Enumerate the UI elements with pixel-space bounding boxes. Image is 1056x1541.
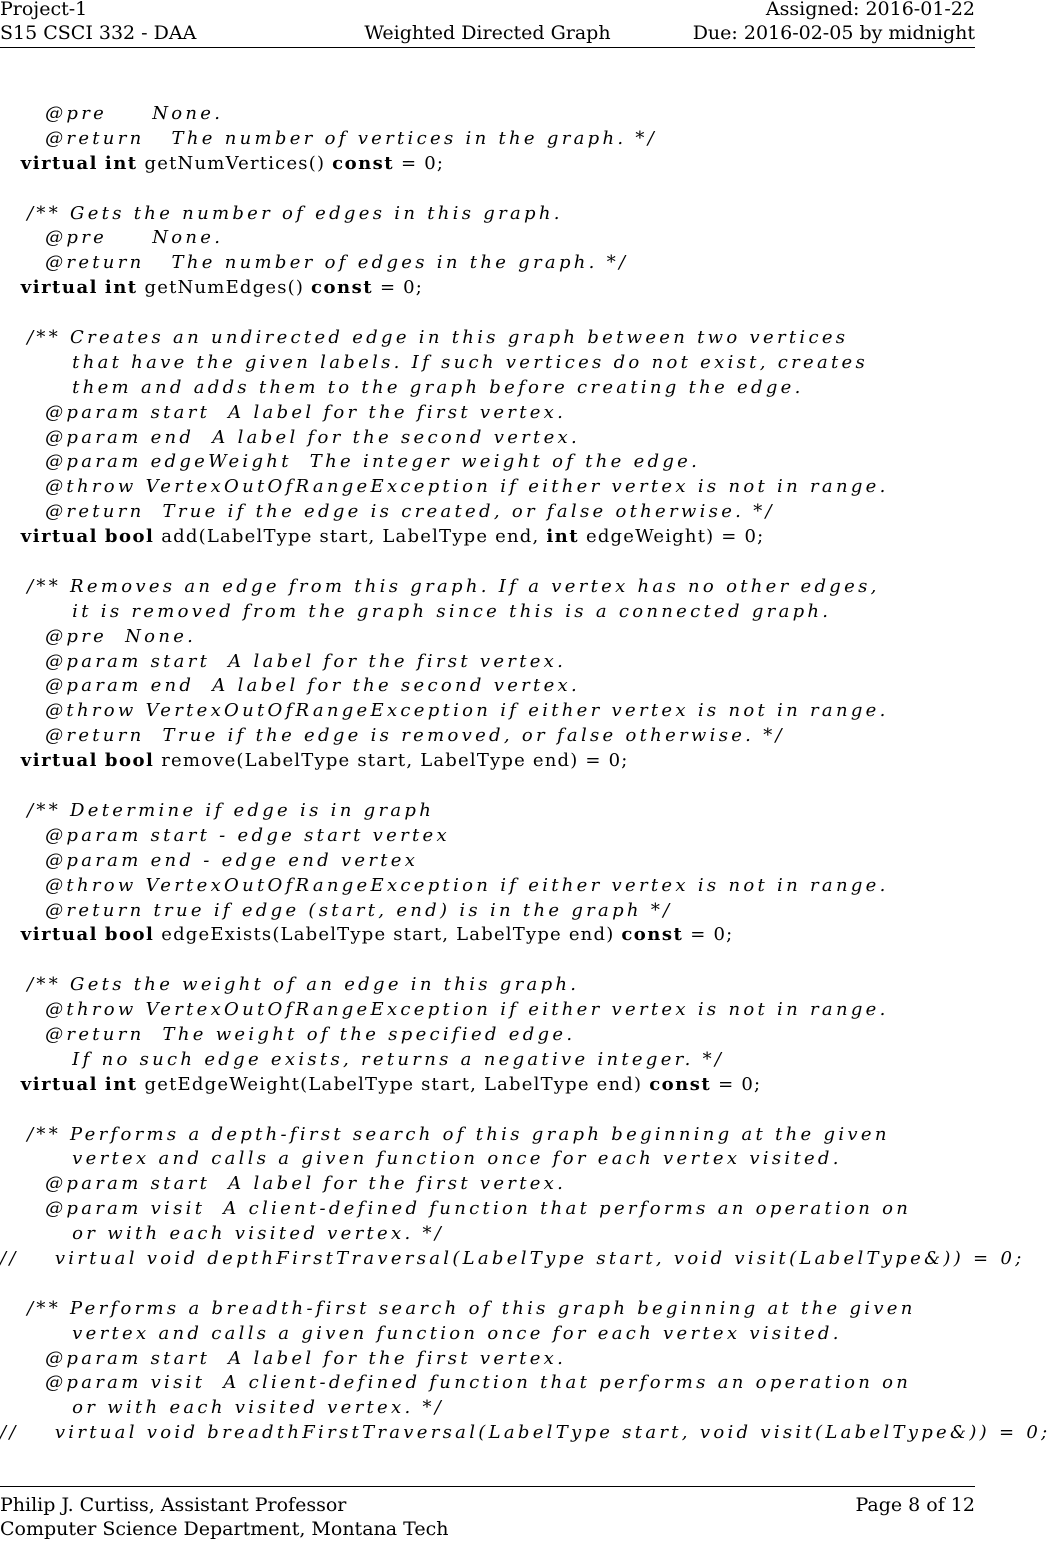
code-comment: @param start A label for the first vertex. xyxy=(0,401,567,423)
author-name: Philip J. Curtiss, Assistant Professor xyxy=(0,1494,347,1516)
code-text xyxy=(0,526,21,547)
code-line xyxy=(0,1197,1056,1222)
code-keyword: int xyxy=(546,526,580,548)
code-comment: // virtual void breadthFirstTraversal(LabelType start, void visit(LabelType&)) = 0; xyxy=(0,1422,1051,1444)
code-comment: /** Gets the number of edges in this graph. xyxy=(0,202,563,224)
document-title: Weighted Directed Graph xyxy=(364,22,611,44)
code-line xyxy=(0,575,1056,600)
code-comment: vertex and calls a given function once for each vertex visited. xyxy=(0,1148,842,1170)
code-text xyxy=(98,277,105,298)
code-comment: @throw VertexOutOfRangeException if either vertex is not in range. xyxy=(0,476,889,498)
code-line xyxy=(0,625,1056,650)
code-comment: @param visit A client-defined function that performs an operation on xyxy=(0,1372,912,1394)
code-line xyxy=(0,251,1056,276)
course-label: S15 CSCI 332 - DAA xyxy=(0,22,197,44)
header-rule xyxy=(0,47,975,48)
code-text xyxy=(98,526,105,547)
code-text xyxy=(98,924,105,945)
code-line xyxy=(0,202,1056,227)
code-line xyxy=(0,973,1056,998)
code-comment: /** Creates an undirected edge in this graph between two vertices xyxy=(0,327,849,349)
code-text xyxy=(0,924,21,945)
code-keyword: bool xyxy=(104,750,155,772)
code-comment: it is removed from the graph since this is a connected graph. xyxy=(0,600,832,622)
code-text xyxy=(0,750,21,771)
code-comment: @param end A label for the second vertex. xyxy=(0,675,581,697)
code-line xyxy=(0,998,1056,1023)
code-keyword: virtual xyxy=(20,526,98,548)
code-comment: @pre None. xyxy=(0,625,197,647)
code-comment: @return The number of edges in the graph. */ xyxy=(0,252,629,274)
code-comment: @pre None. xyxy=(0,227,224,249)
code-text xyxy=(98,153,105,174)
code-line xyxy=(0,1023,1056,1048)
code-keyword: const xyxy=(649,1073,712,1095)
code-line xyxy=(0,1371,1056,1396)
code-line xyxy=(0,500,1056,525)
code-comment: /** Gets the weight of an edge in this graph. xyxy=(0,974,580,996)
code-comment: // virtual void depthFirstTraversal(LabelType start, void visit(LabelType&)) = 0; xyxy=(0,1247,1025,1269)
code-text: getEdgeWeight(LabelType start, LabelType end) xyxy=(137,1073,650,1095)
code-line xyxy=(0,899,1056,924)
code-listing xyxy=(0,102,1056,1446)
code-line xyxy=(0,1421,1056,1446)
code-text xyxy=(98,750,105,771)
code-line xyxy=(0,1347,1056,1372)
code-line xyxy=(0,450,1056,475)
code-line xyxy=(0,749,1056,774)
code-text xyxy=(0,277,21,298)
code-text: edgeWeight) = 0; xyxy=(579,526,765,548)
code-line xyxy=(0,376,1056,401)
code-line xyxy=(0,226,1056,251)
code-comment: /** Performs a breadth-first search of this graph beginning at the given xyxy=(0,1297,916,1319)
code-line xyxy=(0,600,1056,625)
code-text: getNumVertices() xyxy=(137,152,333,174)
code-line xyxy=(0,475,1056,500)
code-comment: @param visit A client-defined function that performs an operation on xyxy=(0,1198,912,1220)
code-line xyxy=(0,1172,1056,1197)
code-line xyxy=(0,1048,1056,1073)
footer-rule xyxy=(0,1486,975,1487)
code-keyword: virtual xyxy=(20,750,98,772)
code-line xyxy=(0,1396,1056,1421)
code-line xyxy=(0,699,1056,724)
code-comment: @return True if the edge is created, or false otherwise. */ xyxy=(0,501,775,523)
code-keyword: const xyxy=(621,924,684,946)
code-text: edgeExists(LabelType start, LabelType end) xyxy=(154,924,622,946)
project-label: Project-1 xyxy=(0,0,88,20)
code-comment: @pre None. xyxy=(0,103,224,124)
code-comment: @return The number of vertices in the graph. */ xyxy=(0,127,658,149)
code-line xyxy=(0,1073,1056,1098)
code-comment: vertex and calls a given function once for each vertex visited. xyxy=(0,1322,842,1344)
code-text: = 0; xyxy=(373,277,424,299)
code-line xyxy=(0,177,1056,202)
code-line xyxy=(0,1297,1056,1322)
code-comment: @param start A label for the first vertex. xyxy=(0,1347,567,1369)
code-line xyxy=(0,276,1056,301)
code-line xyxy=(0,1123,1056,1148)
code-comment: /** Determine if edge is in graph xyxy=(0,799,435,821)
code-comment: @throw VertexOutOfRangeException if either vertex is not in range. xyxy=(0,700,889,722)
code-line xyxy=(0,326,1056,351)
code-line xyxy=(0,923,1056,948)
code-comment: or with each visited vertex. */ xyxy=(0,1223,445,1245)
code-text: remove(LabelType start, LabelType end) = 0; xyxy=(154,750,629,772)
code-comment: @param end - edge end vertex xyxy=(0,849,419,871)
code-keyword: int xyxy=(104,152,138,174)
code-comment: /** Performs a depth-first search of this graph beginning at the given xyxy=(0,1123,890,1145)
code-line xyxy=(0,674,1056,699)
code-line xyxy=(0,1222,1056,1247)
code-keyword: bool xyxy=(104,924,155,946)
code-line xyxy=(0,1322,1056,1347)
code-comment: If no such edge exists, returns a negative integer. */ xyxy=(0,1048,725,1070)
code-keyword: virtual xyxy=(20,924,98,946)
code-keyword: int xyxy=(104,277,138,299)
code-comment: /** Removes an edge from this graph. If a vertex has no other edges, xyxy=(0,575,880,597)
code-line xyxy=(0,152,1056,177)
code-text xyxy=(0,153,21,174)
code-line xyxy=(0,849,1056,874)
code-comment: or with each visited vertex. */ xyxy=(0,1397,445,1419)
code-line xyxy=(0,1247,1056,1272)
code-comment: that have the given labels. If such vertices do not exist, creates xyxy=(0,351,869,373)
code-line xyxy=(0,550,1056,575)
code-line xyxy=(0,824,1056,849)
code-line xyxy=(0,1272,1056,1297)
code-line xyxy=(0,948,1056,973)
code-line xyxy=(0,874,1056,899)
code-text: = 0; xyxy=(683,924,734,946)
code-comment: @param start A label for the first vertex. xyxy=(0,650,567,672)
code-text xyxy=(0,1074,21,1095)
assigned-date: Assigned: 2016-01-22 xyxy=(765,0,975,20)
code-text: = 0; xyxy=(394,152,445,174)
code-line xyxy=(0,351,1056,376)
code-line xyxy=(0,426,1056,451)
code-line xyxy=(0,799,1056,824)
code-keyword: int xyxy=(104,1073,138,1095)
code-line xyxy=(0,650,1056,675)
code-keyword: virtual xyxy=(20,152,98,174)
code-keyword: bool xyxy=(104,526,155,548)
code-comment: @return The weight of the specified edge. xyxy=(0,1023,576,1045)
code-line xyxy=(0,525,1056,550)
code-line xyxy=(0,774,1056,799)
page-number: Page 8 of 12 xyxy=(855,1494,975,1516)
code-line xyxy=(0,401,1056,426)
department-name: Computer Science Department, Montana Tech xyxy=(0,1518,449,1540)
code-text: getNumEdges() xyxy=(137,277,312,299)
code-comment: @param start A label for the first vertex. xyxy=(0,1173,567,1195)
code-comment: @param start - edge start vertex xyxy=(0,824,450,846)
code-line xyxy=(0,1098,1056,1123)
code-line xyxy=(0,1147,1056,1172)
code-comment: @throw VertexOutOfRangeException if either vertex is not in range. xyxy=(0,999,889,1021)
code-line xyxy=(0,102,1056,127)
due-date: Due: 2016-02-05 by midnight xyxy=(692,22,975,44)
code-line xyxy=(0,127,1056,152)
code-comment: @return True if the edge is removed, or false otherwise. */ xyxy=(0,725,785,747)
code-line xyxy=(0,724,1056,749)
code-line xyxy=(0,301,1056,326)
code-keyword: virtual xyxy=(20,277,98,299)
code-comment: @param end A label for the second vertex. xyxy=(0,426,581,448)
code-comment: @return true if edge (start, end) is in the graph */ xyxy=(0,899,673,921)
code-keyword: const xyxy=(332,152,395,174)
code-text xyxy=(98,1074,105,1095)
code-keyword: const xyxy=(311,277,374,299)
code-comment: @throw VertexOutOfRangeException if either vertex is not in range. xyxy=(0,874,889,896)
code-text: = 0; xyxy=(711,1073,762,1095)
code-keyword: virtual xyxy=(20,1073,98,1095)
code-comment: @param edgeWeight The integer weight of the edge. xyxy=(0,451,701,473)
code-text: add(LabelType start, LabelType end, xyxy=(154,526,547,548)
code-comment: them and adds them to the graph before creating the edge. xyxy=(0,376,804,398)
